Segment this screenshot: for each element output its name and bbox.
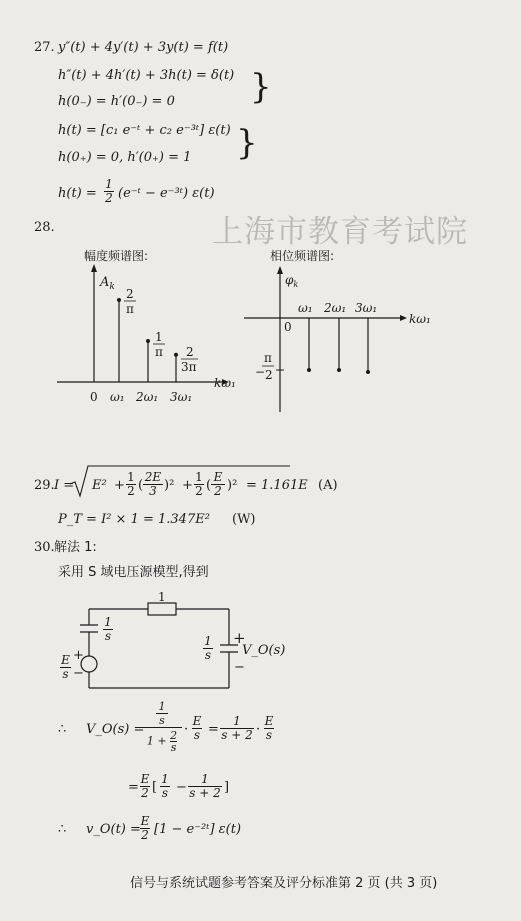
fraction-denominator: 2 [127,484,135,498]
fraction-denominator: s [60,667,71,681]
fraction-numerator: E [140,814,150,828]
fraction-denominator: s [193,728,201,742]
eq1-denominator [142,727,182,753]
fraction-numerator: 1 [127,470,135,484]
fraction-denominator: 2 [141,828,149,842]
q29-plus-1: + [114,478,125,493]
phase-spectrum-title: 相位频谱图: [270,249,335,263]
fraction-numerator: E [213,470,223,484]
amp-label-1-num: 2 [126,287,134,301]
output-plus: + [233,629,246,647]
page-footer: 信号与系统试题参考答案及评分标准第 2 页 (共 3 页) [130,876,438,891]
eq1-frac-2 [220,715,254,742]
q29-frac-1 [126,471,136,498]
fraction-denominator: s [161,786,169,800]
fraction-numerator: 2E [144,470,162,484]
fraction-denominator: 2 [195,484,203,498]
fraction-numerator: E [264,714,274,728]
amp-x-label: kω₁ [214,376,236,390]
fraction-denominator: s + 2 [189,786,221,800]
eq1-frac-e [192,715,202,742]
amp-tick-3: 3ω₁ [170,390,193,404]
eq1-dot-2: · [256,722,261,737]
q29-frac-2 [194,471,204,498]
q27-brace-2: } [236,123,258,163]
eq1-numerator-top: 1 [158,700,166,713]
amp-label-3-den: 3π [181,360,197,374]
amp-y-label-main: A [100,275,110,290]
eq1-equals: = [208,722,219,737]
phase-y-arrow [277,266,283,274]
fraction-denominator: s [204,648,212,662]
phase-y-label [285,273,298,289]
amp-label-2-num: 1 [155,330,163,344]
fraction-numerator: 1 [204,634,212,648]
q29-paren-frac-2 [211,471,225,498]
fraction-denominator: s [265,728,273,742]
phase-dot-1 [307,368,311,372]
fraction-numerator: 1 [195,470,203,484]
phase-tick-3: 3ω₁ [355,301,378,315]
eq3-fraction [140,815,150,842]
amp-y-arrow [91,264,97,272]
fraction-numerator: 1 [105,177,113,191]
fraction-denominator: 2 [211,484,225,498]
q29-unit-current: (A) [318,478,338,493]
q29-unit-power: (W) [232,512,256,527]
eq2-minus: − [176,780,187,795]
source-minus: − [73,666,84,681]
q29-lhs: I = [54,478,75,493]
q29-term-1: E² [92,478,107,493]
q30-intro: 采用 S 域电压源模型,得到 [58,565,209,580]
q27-equation-1: y″(t) + 4y′(t) + 3y(t) = f(t) [58,40,229,55]
amp-tick-1: ω₁ [110,390,125,404]
phase-dot-3 [366,370,370,374]
output-minus: − [234,660,245,675]
phase-x-label: kω₁ [409,312,431,326]
fraction-numerator: E [192,714,202,728]
eq1-denominator-frac [170,730,177,753]
amp-tick-2: 2ω₁ [136,390,159,404]
phase-spectrum [244,266,431,412]
phase-origin: 0 [284,320,292,334]
phase-x-arrow [400,315,407,321]
amp-dot-3 [174,353,178,357]
amplitude-spectrum-title: 幅度频谱图: [84,249,149,263]
amp-tick-0: 0 [90,390,98,404]
fraction-numerator: 1 [161,772,169,786]
phase-level-den: 2 [265,368,273,382]
amp-label-3-num: 2 [186,345,194,359]
eq1-frac-e2 [264,715,274,742]
eq1-numerator-bottom: s [156,713,168,727]
fraction-denominator: 2 [141,786,149,800]
q29-power: P_T = I² × 1 = 1.347E² [58,512,210,527]
amp-dot-2 [146,339,150,343]
amp-label-2-den: π [155,345,163,359]
eq2-frac-b [188,773,222,800]
q27-number: 27. [34,40,55,55]
phase-tick-2: 2ω₁ [324,301,347,315]
amp-y-label-sub: k [109,282,115,292]
q29-paren-frac-1 [143,471,163,498]
q27-result-lhs: h(t) = [58,186,97,201]
amp-label-1-den: π [126,302,134,316]
fraction-denominator: s [104,629,112,643]
phase-y-label-sub: k [293,280,299,289]
q29-paren-open-1: ( [138,478,144,493]
q27-brace-1: } [250,67,272,107]
output-voltage-label: V_O(s) [242,643,286,658]
fraction-denominator: s [170,741,177,754]
eq1-lhs: V_O(s) = [86,722,145,737]
q29-plus-2: + [182,478,193,493]
q30-number: 30. [34,540,55,555]
phase-y-label-main: φ [285,273,294,287]
capacitor-1-label [103,616,113,643]
eq1-dot-1: · [184,722,189,737]
q29-result: = 1.161E [246,478,308,493]
eq2-frac-a [160,773,170,800]
amp-dot-1 [117,298,121,302]
fraction-numerator: 1 [233,714,241,728]
eq3-therefore: ∴ [58,822,67,837]
capacitor-2-label [203,635,213,662]
q29-paren-close-1: )² [164,478,175,493]
q28-number: 28. [34,220,55,235]
phase-level-num: π [264,351,272,365]
fraction-denominator: 3 [143,484,163,498]
eq1-numerator [142,700,182,727]
q27-plus-conditions: h(0₊) = 0, h′(0₊) = 1 [58,150,192,165]
eq1-therefore: ∴ [58,722,67,737]
phase-tick-1: ω₁ [298,301,313,315]
q29-paren-open-2: ( [206,478,212,493]
source-label [60,654,71,681]
amp-y-label [99,275,115,292]
eq3-lhs: v_O(t) = [86,822,141,837]
fraction-numerator: 2 [170,729,178,742]
eq2-left-bracket: [ [152,780,158,795]
amplitude-spectrum [57,264,236,404]
eq1-denominator-prefix: 1 + [146,734,167,748]
q27-result-rhs: (e⁻ᵗ − e⁻³ᵗ) ε(t) [118,186,215,201]
eq2-prefactor [140,773,150,800]
eq1-complex-fraction [142,700,182,753]
eq2-right-bracket: ] [224,780,230,795]
resistor-label: 1 [158,590,166,604]
eq2-equals: = [128,780,139,795]
source-plus: + [73,648,84,663]
fraction-denominator: 2 [105,191,113,205]
watermark: 上海市教育考试院 [212,214,468,250]
eq3-rhs: [1 − e⁻²ᵗ] ε(t) [154,822,242,837]
q27-equation-2: h″(t) + 4h′(t) + 3h(t) = δ(t) [58,68,235,83]
phase-dot-2 [337,368,341,372]
q27-general-solution: h(t) = [c₁ e⁻ᵗ + c₂ e⁻³ᵗ] ε(t) [58,123,231,138]
fraction-numerator: 1 [104,615,112,629]
fraction-numerator: E [61,653,70,667]
q29-number: 29. [34,478,55,493]
fraction-numerator: 1 [201,772,209,786]
fraction-denominator: s + 2 [221,728,253,742]
q27-initial-conditions: h(0₋) = h′(0₋) = 0 [58,94,175,109]
fraction-numerator: E [140,772,150,786]
q30-method-title: 解法 1: [54,540,97,555]
phase-level-sign: − [255,365,266,379]
q29-paren-close-2: )² [227,478,238,493]
